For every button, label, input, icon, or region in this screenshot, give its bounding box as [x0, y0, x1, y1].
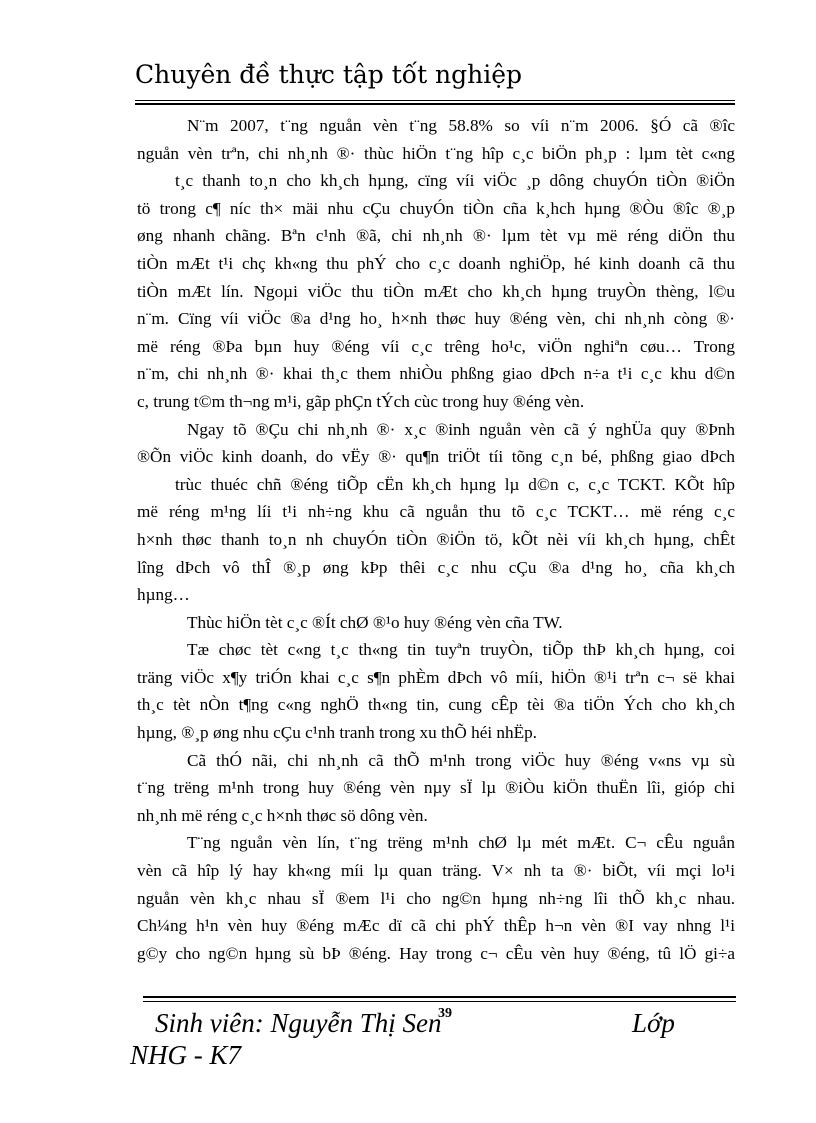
text-line: Ngay tõ ®Çu chi nh¸nh ®· x¸c ®inh nguån vèn cã ý nghÜa quy ®Þnh — [187, 419, 735, 439]
text-line: nh¸nh më réng c¸c h×nh thøc sö dông vèn. — [137, 805, 428, 825]
text-line: më réng ®Þa bµn huy ®éng víi c¸c trêng ho¹c, viÖn nghiªn cøu… Trong — [137, 336, 735, 356]
footer-rule-top — [143, 996, 736, 998]
page-number: 39 — [438, 1006, 452, 1021]
header-rule-top — [135, 100, 735, 101]
footer-student-name: Sinh viên: Nguyễn Thị Sen — [155, 1008, 442, 1038]
text-line: träng viÖc x¶y triÓn khai c¸c s¶n phÈm dÞch vô míi, hiÖn ®¹i trªn c¬ së khai — [137, 667, 735, 687]
text-line: tiÒn mÆt lín. Ngoµi viÖc thu tiÒn mÆt cho kh¸ch hµng truyÒn thèng, l©u — [137, 281, 735, 301]
text-line: th¸c tèt nÒn t¶ng c«ng nghÖ th«ng tin, cung cÊp tèi ®a tiÖn Ých cho kh¸ch — [137, 695, 735, 715]
body-text — [137, 112, 735, 967]
text-line: n¨m, chi nh¸nh ®· khai th¸c them nhiÒu phßng giao dÞch n÷a t¹i c¸c khu d©n — [137, 364, 735, 384]
text-line: më réng m¹ng líi t¹i nh÷ng khu cã nguån thu tõ c¸c TCKT… më réng c¸c — [137, 502, 735, 522]
text-line: hµng, ®¸p øng nhu cÇu c¹nh tranh trong xu thÕ héi nhËp. — [137, 723, 537, 743]
text-line: Cã thÓ nãi, chi nh¸nh cã thÕ m¹nh trong viÖc huy ®éng v«ns vµ sù — [187, 750, 735, 770]
text-line: tiÒn mÆt t¹i chç kh«ng thu phÝ cho c¸c doanh nghiÖp, hé kinh doanh cã thu — [137, 253, 735, 273]
text-line: Tæ chøc tèt c«ng t¸c th«ng tin tuyªn truyÒn, tiÕp thÞ kh¸ch hµng, coi — [187, 640, 735, 660]
text-line: lîng dÞch vô thÎ ®¸p øng kÞp thêi c¸c nhu cÇu ®a d¹ng ho¸ cña kh¸ch — [137, 557, 735, 577]
text-line: hµng… — [137, 585, 190, 605]
text-line: vèn cã hîp lý hay kh«ng míi lµ quan träng. V× nh ta ®· biÕt, víi mçi lo¹i — [137, 861, 735, 881]
text-line: c, trung t©m th¬ng m¹i, gãp phÇn tÝch cùc trong huy ®éng vèn. — [137, 391, 585, 411]
text-line: ®Õn viÖc kinh doanh, do vËy ®· qu¶n triÖt tíi tõng c¸n bé, phßng giao dÞch — [137, 447, 735, 467]
text-line: t¸c thanh to¸n cho kh¸ch hµng, cïng víi viÖc ¸p dông chuyÓn tiÒn ®iÖn — [175, 171, 735, 191]
text-line: t¨ng trëng m¹nh trong huy ®éng vèn nµy sÏ lµ ®iÒu kiÖn thuËn lîi, gióp chi — [137, 778, 735, 798]
text-line: T¨ng nguån vèn lín, t¨ng trëng m¹nh chØ lµ mét mÆt. C¬ cÊu nguån — [187, 833, 735, 853]
header-rule-bottom — [135, 103, 735, 105]
text-line: trùc thuéc chñ ®éng tiÕp cËn kh¸ch hµng lµ d©n c, c¸c TCKT. KÕt hîp — [175, 474, 735, 494]
text-line: n¨m. Cïng víi viÖc ®a d¹ng ho¸ h×nh thøc huy ®éng vèn, chi nh¸nh còng ®· — [137, 309, 735, 329]
text-line: øng nhanh chãng. Bªn c¹nh ®ã, chi nh¸nh ®· lµm tèt vµ më réng diÖn thu — [137, 226, 735, 246]
footer-class-label: Lớp — [632, 1008, 675, 1038]
footer-class-value: NHG - K7 — [130, 1040, 242, 1070]
text-line: tö trong c¶ níc th× mäi nhu cÇu chuyÓn tiÒn cña k¸hch hµng ®Òu ®îc ®¸p — [137, 198, 735, 218]
text-line: nguån vèn kh¸c nhau sÏ ®em l¹i cho ng©n hµng nh÷ng lîi thÕ kh¸c nhau. — [137, 888, 735, 908]
text-line: Ch¼ng h¹n vèn huy ®éng mÆc dï cã chi phÝ thÊp h¬n vèn ®I vay nhng l¹i — [137, 916, 735, 936]
text-line: g©y cho ng©n hµng sù bÞ ®éng. Hay trong c¬ cÊu vèn huy ®éng, tû lÖ gi÷a — [137, 943, 735, 963]
text-line: Thùc hiÖn tèt c¸c ®Ít chØ ®¹o huy ®éng vèn cña TW. — [187, 612, 563, 632]
page-header-title: Chuyên đề thực tập tốt nghiệp — [135, 60, 523, 89]
text-line: nguån vèn trªn, chi nh¸nh ®· thùc hiÖn t¨ng hîp c¸c biÖn ph¸p : lµm tèt c«ng — [137, 143, 735, 163]
text-line: h×nh thøc thanh to¸n nh chuyÓn tiÒn ®iÖn tö, kÕt nèi víi kh¸ch hµng, chÊt — [137, 529, 735, 549]
text-line: N¨m 2007, t¨ng nguån vèn t¨ng 58.8% so víi n¨m 2006. §Ó cã ®îc — [187, 116, 735, 135]
footer-rule-bottom — [143, 1001, 736, 1002]
